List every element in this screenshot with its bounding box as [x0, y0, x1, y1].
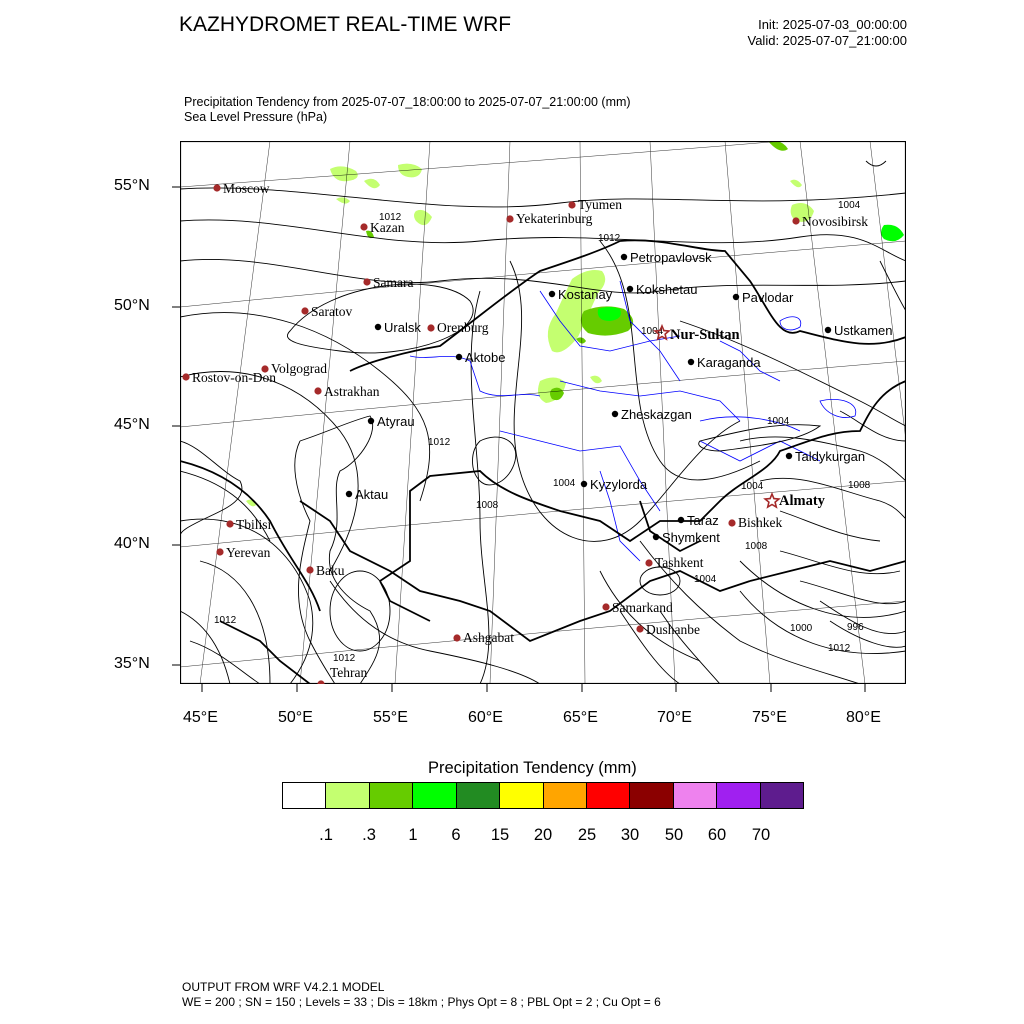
city-label-astrakhan: Astrakhan [324, 384, 380, 399]
contour-label: 1008 [745, 541, 768, 552]
legend-color-box [456, 782, 500, 809]
city-label-aktau: Aktau [355, 487, 389, 502]
legend-color-box [760, 782, 804, 809]
legend-tick: 50 [664, 826, 684, 844]
legend-color-box [412, 782, 456, 809]
city-label-samara: Samara [373, 275, 414, 290]
contour-label: 1000 [790, 623, 813, 634]
legend-tick: 60 [707, 826, 727, 844]
legend-tick: 25 [577, 826, 597, 844]
city-label-kyzylorda: Kyzylorda [590, 477, 648, 492]
city-label-novosibirsk: Novosibirsk [802, 214, 869, 229]
city-label-kazan: Kazan [370, 220, 405, 235]
legend-color-box [716, 782, 760, 809]
legend-color-box [673, 782, 717, 809]
legend-tick: 1 [408, 826, 418, 844]
field-description-slp: Sea Level Pressure (hPa) [184, 110, 328, 124]
city-label-tbilisi: Tbilisi [236, 517, 272, 532]
city-label-yerevan: Yerevan [226, 545, 271, 560]
legend-color-box [629, 782, 673, 809]
legend-tick: .3 [362, 826, 376, 844]
init-time: Init: 2025-07-03_00:00:00 [758, 17, 907, 32]
city-label-tyumen: Tyumen [578, 197, 623, 212]
city-label-zheskazgan: Zheskazgan [621, 407, 692, 422]
contour-label: 1004 [641, 326, 664, 337]
legend-color-box [499, 782, 543, 809]
city-label-atyrau: Atyrau [377, 414, 415, 429]
contour-label: 1012 [598, 233, 621, 244]
city-label-karaganda: Karaganda [697, 355, 761, 370]
legend-colorbar [282, 782, 804, 809]
lon-label: 45°E [183, 709, 218, 726]
model-info: OUTPUT FROM WRF V4.2.1 MODEL [182, 980, 385, 994]
contour-label: 1004 [694, 574, 717, 585]
contour-label: 1012 [379, 212, 402, 223]
contour-label: 1008 [476, 500, 499, 511]
lat-label: 55°N [114, 177, 150, 194]
city-label-uralsk: Uralsk [384, 320, 421, 335]
valid-time: Valid: 2025-07-07_21:00:00 [747, 33, 907, 48]
city-label-kostanay: Kostanay [558, 287, 613, 302]
contour-label: 1012 [214, 615, 237, 626]
legend-tick: 30 [620, 826, 640, 844]
city-label-almaty: Almaty [779, 493, 825, 509]
lat-label: 45°N [114, 416, 150, 433]
city-label-bishkek: Bishkek [738, 515, 783, 530]
lon-label: 70°E [657, 709, 692, 726]
lat-label: 40°N [114, 535, 150, 552]
city-label-samarkand: Samarkand [612, 600, 673, 615]
city-label-shymkent: Shymkent [662, 530, 720, 545]
lon-label: 60°E [468, 709, 503, 726]
field-description-precip: Precipitation Tendency from 2025-07-07_18:00:00 to 2025-07-07_21:00:00 (mm) [184, 95, 631, 109]
contour-label: 1004 [767, 416, 790, 427]
contour-label: 1008 [848, 480, 871, 491]
model-config: WE = 200 ; SN = 150 ; Levels = 33 ; Dis = 18km ; Phys Opt = 8 ; PBL Opt = 2 ; Cu Opt = 6 [182, 995, 661, 1009]
lat-label: 50°N [114, 297, 150, 314]
city-label-volgograd: Volgograd [271, 361, 327, 376]
city-label-orenburg: Orenburg [437, 320, 489, 335]
city-label-kokshetau: Kokshetau [636, 282, 698, 297]
city-label-tashkent: Tashkent [655, 555, 704, 570]
contour-label: 1004 [838, 200, 861, 211]
contour-label: 1012 [828, 643, 851, 654]
city-label-moscow: Moscow [223, 181, 270, 196]
contour-label: 1004 [741, 481, 764, 492]
legend-color-box [369, 782, 413, 809]
city-label-pavlodar: Pavlodar [742, 290, 794, 305]
city-label-dushanbe: Dushanbe [646, 622, 700, 637]
city-label-aktobe: Aktobe [465, 350, 506, 365]
city-label-ashgabat: Ashgabat [463, 630, 514, 645]
city-label-nursultan: Nur-Sultan [670, 327, 740, 343]
contour-label: 996 [847, 622, 864, 633]
legend-tick: 15 [490, 826, 510, 844]
lon-label: 65°E [563, 709, 598, 726]
lon-label: 80°E [846, 709, 881, 726]
contour-label: 1012 [428, 437, 451, 448]
legend-tick: .1 [319, 826, 333, 844]
city-label-rostov: Rostov-on-Don [192, 370, 276, 385]
contour-label: 1012 [333, 653, 356, 664]
lon-label: 75°E [752, 709, 787, 726]
city-label-saratov: Saratov [311, 304, 353, 319]
contour-label: 1004 [553, 478, 576, 489]
lat-label: 35°N [114, 655, 150, 672]
city-label-ustkamen: Ustkamen [834, 323, 893, 338]
lon-label: 55°E [373, 709, 408, 726]
city-label-yekaterinburg: Yekaterinburg [516, 211, 593, 226]
legend-tick: 6 [451, 826, 461, 844]
city-label-taraz: Taraz [687, 513, 719, 528]
legend-color-box [543, 782, 587, 809]
map-title: KAZHYDROMET REAL-TIME WRF [179, 13, 512, 36]
legend-tick: 70 [751, 826, 771, 844]
legend-color-box [325, 782, 369, 809]
legend-color-box [586, 782, 630, 809]
lon-label: 50°E [278, 709, 313, 726]
city-label-petropavlovsk: Petropavlovsk [630, 250, 712, 265]
legend-color-box [282, 782, 326, 809]
city-label-tehran: Tehran [330, 665, 368, 680]
legend-tick: 20 [533, 826, 553, 844]
city-label-taldykurgan: Taldykurgan [795, 449, 866, 464]
legend-title: Precipitation Tendency (mm) [428, 759, 637, 777]
city-label-baku: Baku [316, 563, 345, 578]
